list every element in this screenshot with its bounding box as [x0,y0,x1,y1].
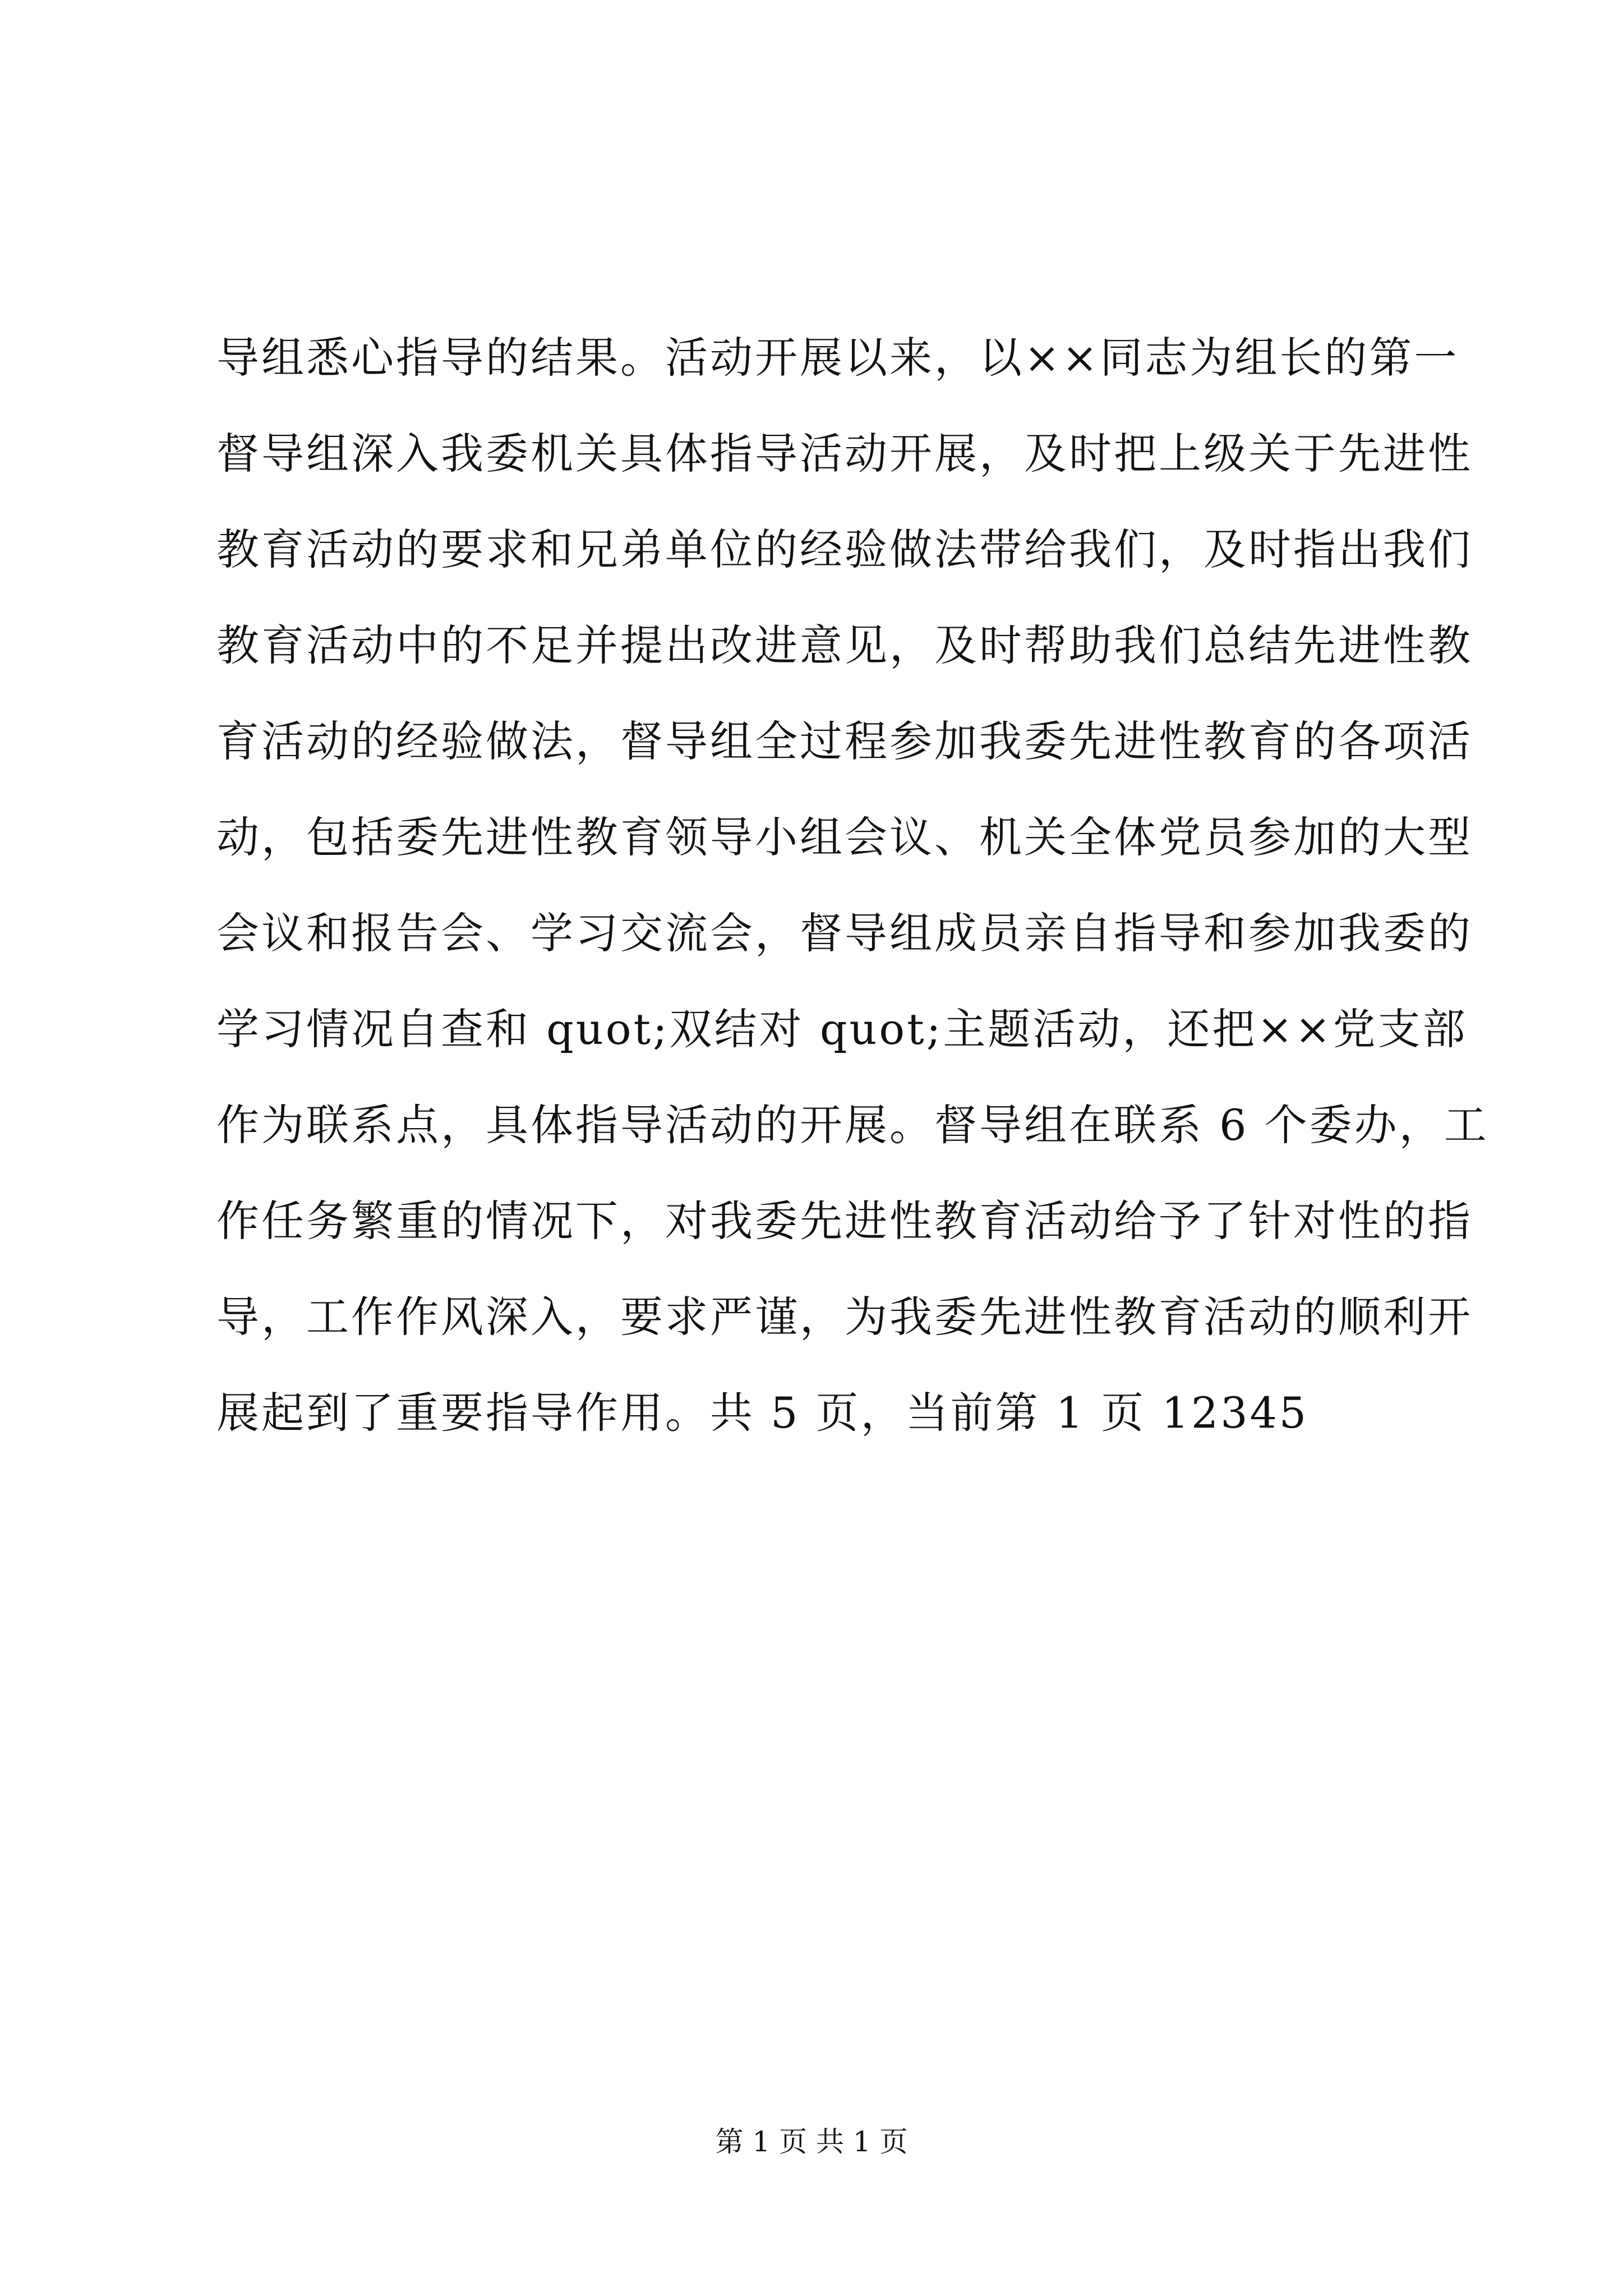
paragraph-line: 动，包括委先进性教育领导小组会议、机关全体党员参加的大型 [216,812,1473,862]
paragraph-line: 作任务繁重的情况下，对我委先进性教育活动给予了针对性的指 [216,1196,1473,1246]
page-footer [0,2119,1623,2164]
paragraph-line: 督导组深入我委机关具体指导活动开展，及时把上级关于先进性 [216,429,1473,478]
paragraph-line: 导组悉心指导的结果。活动开展以来，以××同志为组长的第一 [216,333,1459,383]
page-number-info: 第 1 页 共 1 页 [715,2125,908,2158]
paragraph-line: 展起到了重要指导作用。共 5 页，当前第 1 页 12345 [216,1388,1309,1438]
paragraph-line: 育活动的经验做法，督导组全过程参加我委先进性教育的各项活 [216,716,1473,766]
paragraph-line: 导，工作作风深入，要求严谨，为我委先进性教育活动的顺利开 [216,1292,1473,1342]
paragraph-line: 作为联系点，具体指导活动的开展。督导组在联系 6 个委办，工 [216,1100,1489,1150]
paragraph-line: 教育活动中的不足并提出改进意见，及时帮助我们总结先进性教 [216,620,1473,670]
paragraph-line: 学习情况自查和 quot;双结对 quot;主题活动，还把××党支部 [216,1004,1468,1054]
paragraph-line: 会议和报告会、学习交流会，督导组成员亲自指导和参加我委的 [216,908,1473,958]
paragraph-line: 教育活动的要求和兄弟单位的经验做法带给我们，及时指出我们 [216,524,1473,574]
body-paragraph [216,310,1489,1461]
